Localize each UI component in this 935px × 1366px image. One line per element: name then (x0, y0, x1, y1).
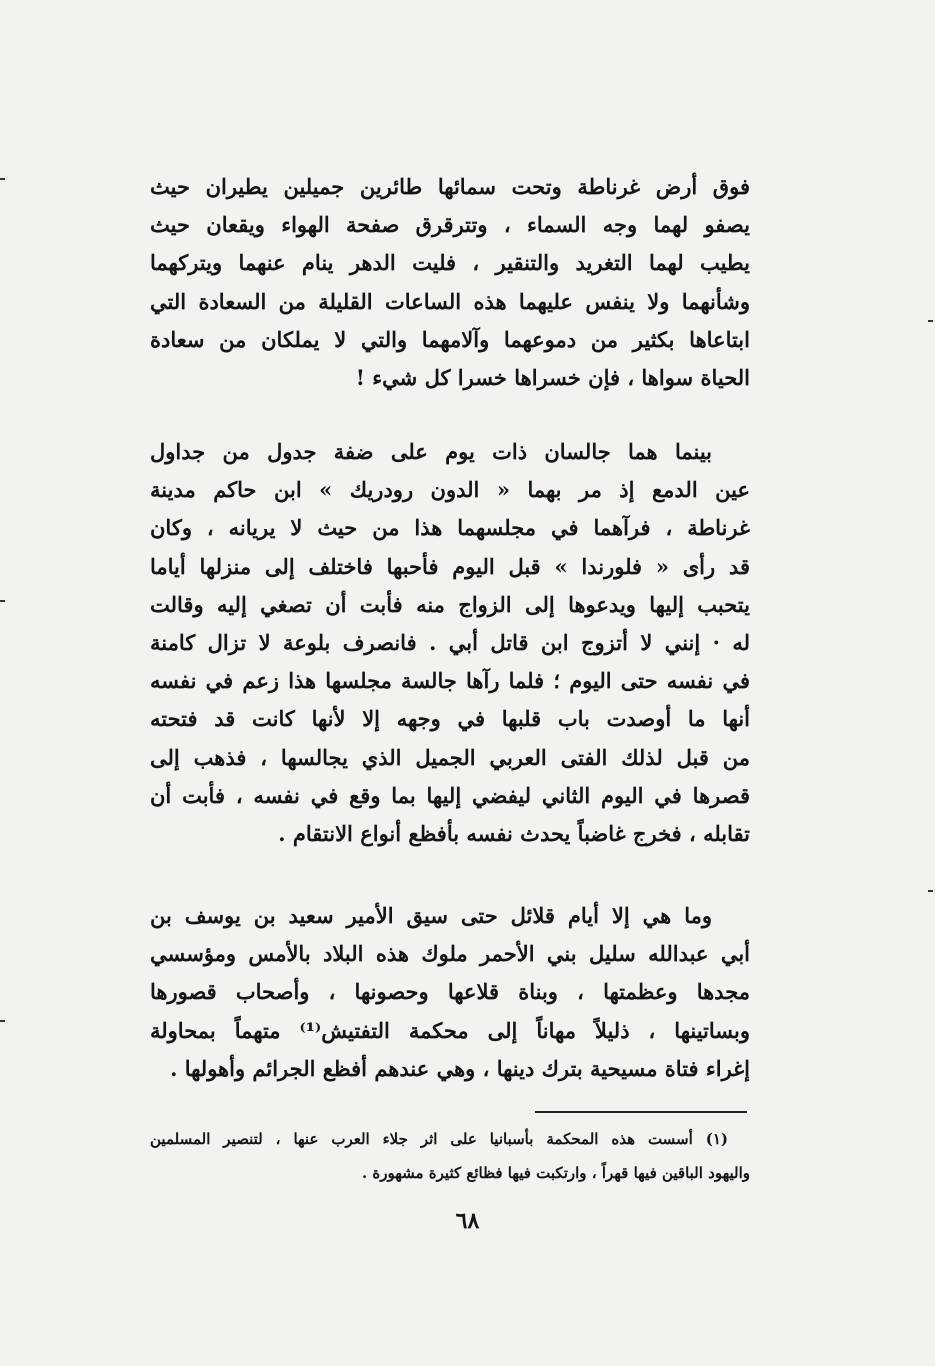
paragraph-2 (150, 433, 750, 853)
text-line: إغراء فتاة مسيحية بترك دينها ، وهي عندهم أفظع الجرائم وأهولها . (170, 1055, 750, 1081)
text-line: وبساتينها ، ذليلاً مهاناً إلى محكمة التفتيش⁽¹⁾ متهماً بمحاولة (150, 1017, 751, 1043)
text-line: ابتاعاها بكثير من دموعهما وآلامهما والتي لا يملكان من سعادة (150, 326, 750, 352)
text-line: أنها ما أوصدت باب قلبها في وجهه إلا لأنها كانت قد فتحته (150, 706, 750, 732)
paragraph-3 (150, 897, 750, 1088)
scan-margin-mark (0, 178, 5, 180)
text-line: مجدها وعظمتها ، وبناة قلاعها وحصونها ، وأصحاب قصورها (150, 979, 750, 1005)
footnote-line: (١) أسست هذه المحكمة بأسبانيا على اثر جلاء العرب عنها ، لتنصير المسلمين (150, 1130, 728, 1148)
text-line: من قبل لذلك الفتى العربي الجميل الذي يجالسها ، فذهب إلى (150, 744, 750, 770)
text-line: بينما هما جالسان ذات يوم على ضفة جدول من جداول (150, 439, 712, 464)
paragraph-1 (150, 168, 750, 397)
text-line: الحياة سواها ، فإن خسراها خسرا كل شيء ! (355, 364, 750, 390)
text-line: أبي عبدالله سليل بني الأحمر ملوك هذه البلاد بالأمس ومؤسسي (150, 941, 750, 967)
scan-margin-mark (0, 1020, 5, 1022)
text-line: يصفو لهما وجه السماء ، وتترقرق صفحة الهواء ويقعان حيث (150, 212, 750, 238)
text-line: له · إنني لا أتزوج ابن قاتل أبي . فانصرف بلوعة لا تزال كامنة (150, 629, 750, 655)
scan-margin-mark (928, 890, 933, 892)
text-line: غرناطة ، فرآهما في مجلسهما هذا من حيث لا يريانه ، وكان (150, 515, 750, 541)
page-number: ٦٨ (455, 1208, 480, 1234)
text-line: عين الدمع إذ مر بهما « الدون رودريك » ابن حاكم مدينة (150, 477, 750, 503)
footnote-divider (535, 1111, 747, 1113)
text-line: يتحبب إليها ويدعوها إلى الزواج منه فأبت أن تصغي إليه وقالت (150, 591, 750, 617)
footnote (150, 1122, 750, 1190)
text-line: تقابله ، فخرج غاضباً يحدث نفسه بأفظع أنواع الانتقام . (278, 820, 750, 846)
text-line: وما هي إلا أيام قلائل حتى سيق الأمير سعيد بن يوسف بن (150, 903, 712, 928)
text-line: فوق أرض غرناطة وتحت سمائها طائرين جميلين يطيران حيث (150, 174, 750, 199)
text-line: وشأنهما ولا ينفس عليهما هذه الساعات القليلة من السعادة التي (150, 288, 750, 314)
text-line: قد رأى « فلورندا » قبل اليوم فأحبها فاختلف إلى منزلها أياما (150, 553, 750, 579)
scan-margin-mark (0, 600, 5, 602)
text-line: يطيب لهما التغريد والتنقير ، فليت الدهر ينام عنهما ويتركهما (150, 250, 750, 276)
scan-margin-mark (928, 320, 933, 322)
text-line: في نفسه حتى اليوم ؛ فلما رآها جالسة مجلسها هذا زعم في نفسه (150, 668, 750, 694)
text-line: قصرها في اليوم الثاني ليفضي إليها بما وقع في نفسه ، فأبت أن (150, 782, 750, 808)
footnote-line: واليهود الباقين فيها قهراً ، وارتكبت فيها فظائع كثيرة مشهورة . (361, 1164, 750, 1182)
